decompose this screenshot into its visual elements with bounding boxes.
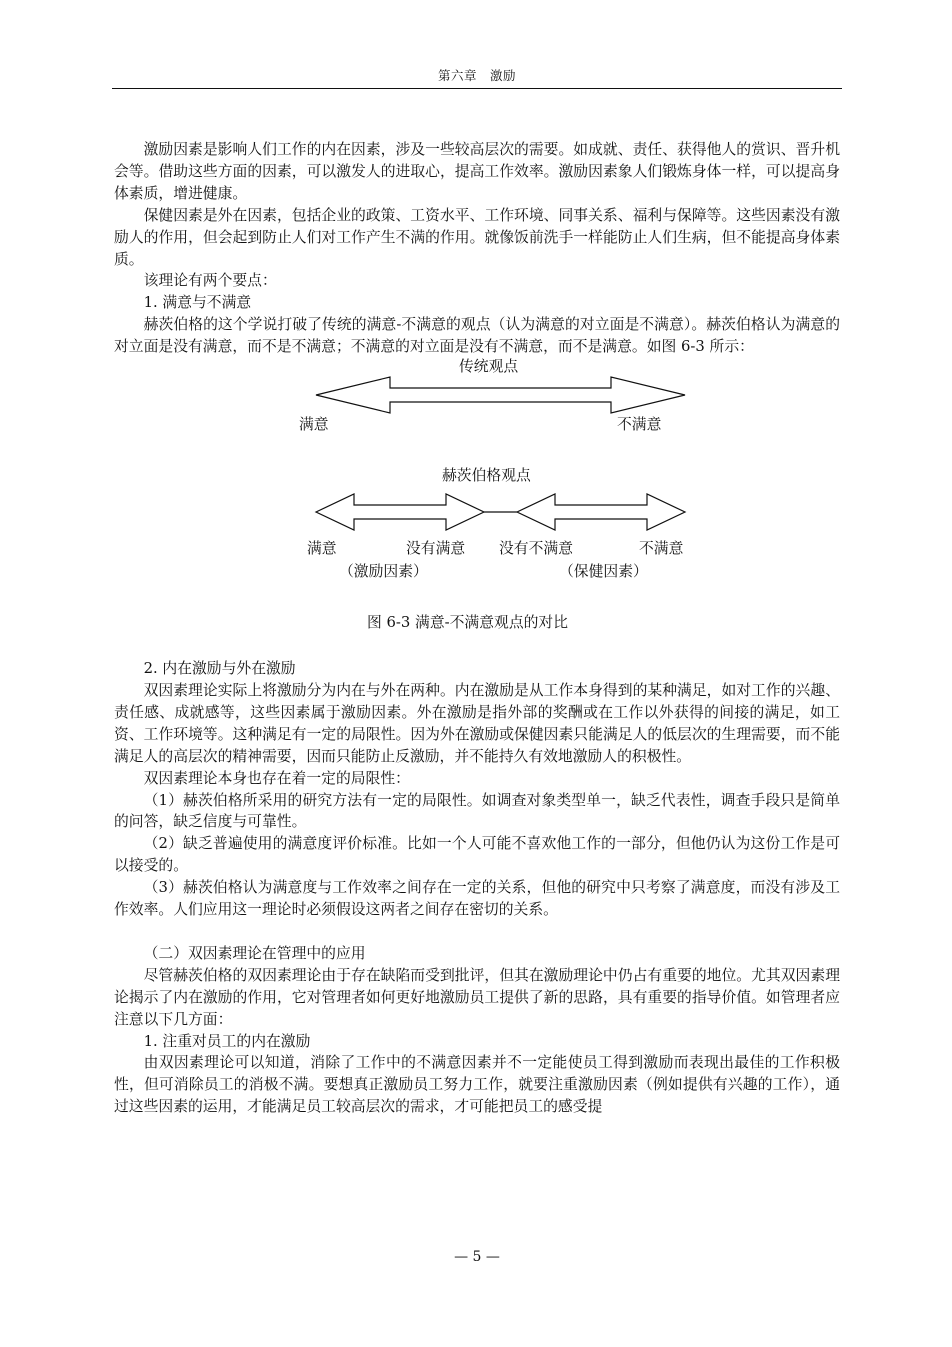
paragraph-limitations-intro: 双因素理论本身也存在着一定的局限性： <box>143 769 410 787</box>
figure-caption: 图 6-3 满意-不满意观点的对比 <box>367 614 569 632</box>
herzberg-label-dissatisfied: 不满意 <box>639 540 684 558</box>
traditional-right-label: 不满意 <box>617 416 662 434</box>
motivator-factor-label: （激励因素） <box>339 563 428 581</box>
hygiene-double-arrow <box>517 494 685 530</box>
figure-6-3 <box>114 358 840 650</box>
traditional-double-arrow <box>316 377 685 413</box>
traditional-title: 传统观点 <box>459 358 519 376</box>
herzberg-label-satisfied: 满意 <box>307 540 337 558</box>
heading-intrinsic-extrinsic: 2. 内在激励与外在激励 <box>143 660 296 678</box>
herzberg-label-no-satisfaction: 没有满意 <box>406 540 466 558</box>
paragraph-hygiene: 保健因素是外在因素，包括企业的政策、工资水平、工作环境、同事关系、福利与保障等。这些因素没有激励人的作用，但会起到防止人们对工作产生不满的作用。就像饭前洗手一样能防止人们生病，但不能提高身体素质。 <box>114 206 840 268</box>
traditional-left-label: 满意 <box>299 416 329 434</box>
heading-satisfaction: 1. 满意与不满意 <box>143 294 252 312</box>
paragraph-intrinsic-focus: 由双因素理论可以知道，消除了工作中的不满意因素并不一定能使员工得到激励而表现出最佳的工作积极性，但可消除员工的消极不满。要想真正激励员工努力工作，就要注重激励因素（例如提供有兴趣的工作），通过这些因素的运用，才能满足员工较高层次的需求，才可能把员工的感受提 <box>114 1054 840 1116</box>
herzberg-label-no-dissatisfaction: 没有不满意 <box>499 540 573 558</box>
running-header: 第六章 激励 <box>437 68 516 83</box>
page-number: — 5 — <box>454 1249 500 1265</box>
paragraph-intrinsic-extrinsic: 双因素理论实际上将激励分为内在与外在两种。内在激励是从工作本身得到的某种满足，如对工作的兴趣、责任感、成就感等，这些因素属于激励因素。外在激励是指外部的奖酬或在工作以外获得的间接的满足，如工资、工作环境等。这种满足有一定的局限性。因为外在激励或保健因素只能满足人的低层次的生理需要，而不能满足人的高层次的精神需要，因而只能防止反激励，并不能持久有效地激励人的积极性。 <box>114 681 840 765</box>
herzberg-title: 赫茨伯格观点 <box>442 467 531 485</box>
page-body <box>114 139 840 1118</box>
limitation-1: （1）赫茨伯格所采用的研究方法有一定的局限性。如调查对象类型单一，缺乏代表性，调查手段只是简单的问答，缺乏信度与可靠性。 <box>114 791 840 831</box>
limitation-3: （3）赫茨伯格认为满意度与工作效率之间存在一定的关系，但他的研究中只考察了满意度，而没有涉及工作效率。人们应用这一理论时必须假设这两者之间存在密切的关系。 <box>114 879 840 919</box>
limitation-2: （2）缺乏普遍使用的满意度评价标准。比如一个人可能不喜欢他工作的一部分，但他仍认为这份工作是可以接受的。 <box>114 835 840 875</box>
heading-application: （二）双因素理论在管理中的应用 <box>143 944 366 962</box>
figure-arrows <box>114 358 840 650</box>
paragraph-application: 尽管赫茨伯格的双因素理论由于存在缺陷而受到批评，但其在激励理论中仍占有重要的地位。尤其双因素理论揭示了内在激励的作用，它对管理者如何更好地激励员工提供了新的思路，具有重要的指导价值。如管理者应注意以下几方面： <box>114 966 840 1028</box>
paragraph-herzberg-view: 赫茨伯格的这个学说打破了传统的满意-不满意的观点（认为满意的对立面是不满意）。赫茨伯格认为满意的对立面是没有满意，而不是不满意；不满意的对立面是没有不满意，而不是满意。如图 6-3 所示： <box>114 316 840 356</box>
motivator-double-arrow <box>316 494 484 530</box>
paragraph-two-points: 该理论有两个要点： <box>143 272 277 290</box>
paragraph-motivators: 激励因素是影响人们工作的内在因素，涉及一些较高层次的需要。如成就、责任、获得他人的赏识、晋升机会等。借助这些方面的因素，可以激发人的进取心，提高工作效率。激励因素象人们锻炼身体一样，可以提高身体素质，增进健康。 <box>114 141 840 202</box>
hygiene-factor-label: （保健因素） <box>559 563 648 581</box>
heading-intrinsic-focus: 1. 注重对员工的内在激励 <box>143 1032 311 1050</box>
header-rule <box>112 88 842 89</box>
